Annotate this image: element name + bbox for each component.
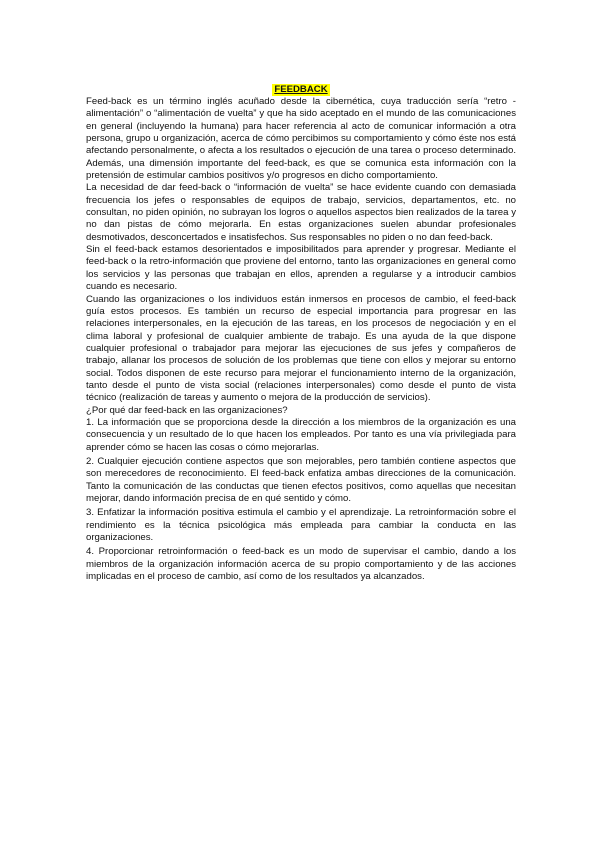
document-page bbox=[86, 84, 516, 583]
numbered-item-4: 4. Proporcionar retroinformación o feed-back es un modo de supervisar el cambio, dando a los miembros de la organización información acerca de su propio comportamiento y de las acciones implicadas en el proceso de cambio, así como de los resultados ya alcanzados. bbox=[86, 546, 516, 583]
paragraph-change-processes: Cuando las organizaciones o los individuos están inmersos en procesos de cambio, el feed-back guía estos procesos. Es también un recurso de especial importancia para progresar en las relaciones interpersonales, en la ejecución de las tareas, en los procesos de negociación y en el clima laboral y profesional de cualquier ambiente de trabajo. Es una ayuda de la que dispone cualquier profesional o trabajador para mejorar las ejecuciones de sus jefes y compañeros de trabajo, allanar los procesos de solución de los problemas que tiene con ellos y mejorar su entorno social. Todos disponen de este recurso para mejorar el funcionamiento interno de la organización, tanto desde el punto de vista social (relaciones interpersonales) como desde el punto de vista técnico (realización de tareas y aumento o mejora de la producción de servicios). bbox=[86, 293, 516, 404]
paragraph-without-feedback: Sin el feed-back estamos desorientados e imposibilitados para aprender y progresar. Mediante el feed-back o la retro-información que proviene del entorno, tanto las organizaciones en general como los servicios y las personas que trabajan en ellos, aprenden a regularse y a introducir cambios cuando es necesario. bbox=[86, 244, 516, 293]
paragraph-need: La necesidad de dar feed-back o “información de vuelta” se hace evidente cuando con demasiada frecuencia los jefes o responsables de equipos de trabajo, servicios, departamentos, etc. no consultan, no piden opinión, no subrayan los logros o aquellos aspectos bien realizados de la tarea y no dan pistas de cómo mejorarla. En estas organizaciones suelen abundar profesionales desmotivados, desconcertados e insatisfechos. Sus responsables no piden o no dan feed-back. bbox=[86, 182, 516, 243]
document-title: FEEDBACK bbox=[274, 84, 328, 95]
numbered-item-3: 3. Enfatizar la información positiva estimula el cambio y el aprendizaje. La retroinformación sobre el rendimiento es la técnica psicológica más empleada para cambiar la conducta en las organizaciones. bbox=[86, 507, 516, 544]
numbered-item-2: 2. Cualquier ejecución contiene aspectos que son mejorables, pero también contiene aspectos que son merecedores de reconocimiento. El feed-back enfatiza ambas direcciones de la comunicación. Tanto la comunicación de las conductas que tienen efectos positivos, como aquellas que necesitan mejorar, dando información precisa de en qué sentido y cómo. bbox=[86, 455, 516, 504]
title-row bbox=[86, 84, 516, 96]
numbered-item-1: 1. La información que se proporciona desde la dirección a los miembros de la organización es una consecuencia y un resultado de lo que hacen los empleados. Por tanto es una vía privilegiada para aprender cómo se hacen las cosas o cómo mejorarlas. bbox=[86, 416, 516, 453]
section-question: ¿Por qué dar feed-back en las organizaciones? bbox=[86, 404, 288, 416]
paragraph-definition: Feed-back es un término inglés acuñado desde la cibernética, cuya traducción sería “retro - alimentación” o “alimentación de vuelta” y que ha sido aceptado en el mundo de las comunicaciones en general (incluyendo la humana) para hacer referencia al acto de comunicar información a otra persona, grupo u organización, acerca de cómo percibimos su comportamiento y cómo éste nos está afectando personalmente, o afecta a los resultados o ejecución de una tarea o proceso determinado. Además, una dimensión importante del feed-back, es que se comunica esta información con la pretensión de estimular cambios positivos y/o progresos en dicho comportamiento. bbox=[86, 96, 516, 182]
